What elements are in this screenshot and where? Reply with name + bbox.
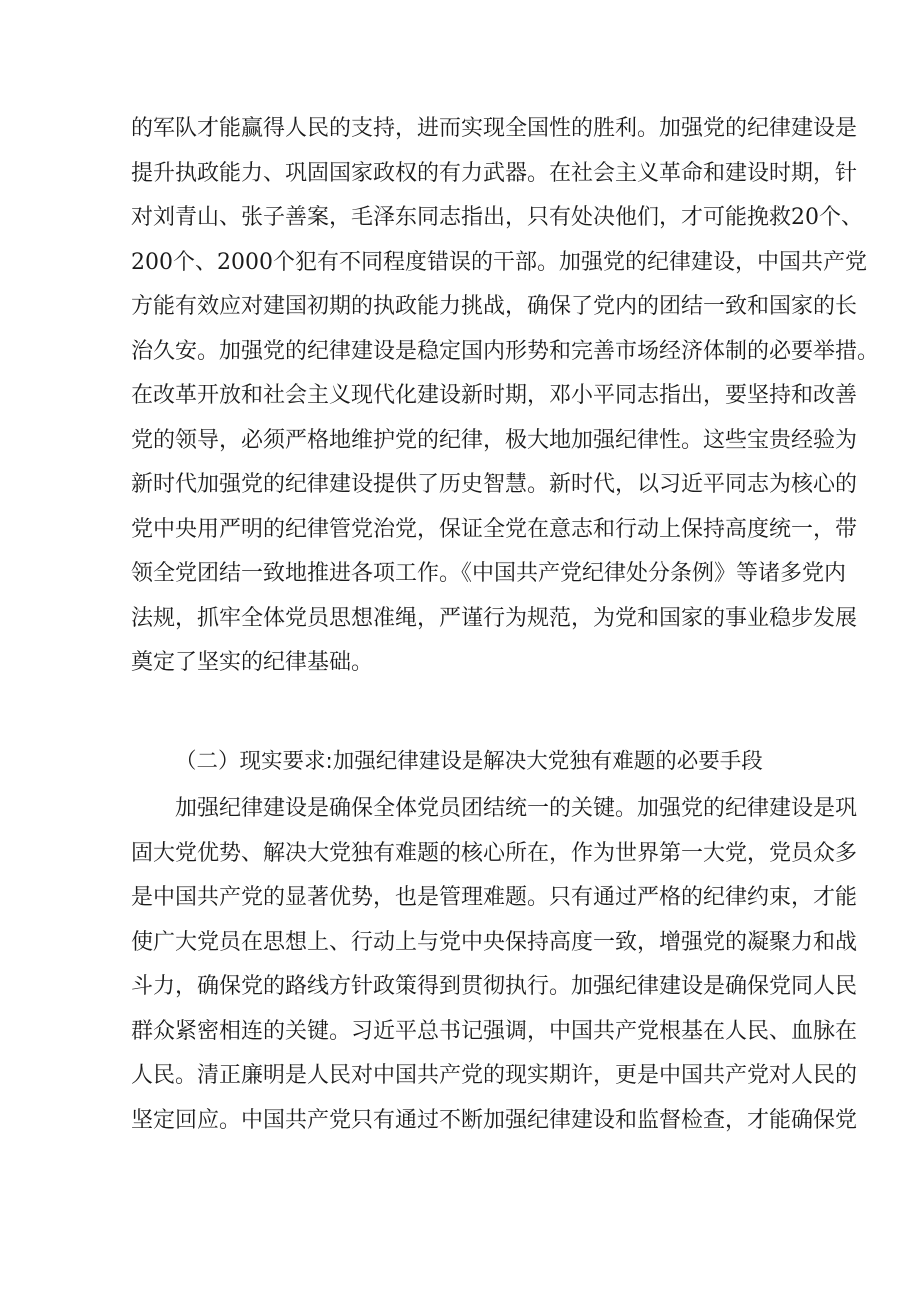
text-line: 提升执政能力、巩固国家政权的有力武器。在社会主义革命和建设时期，针 <box>131 160 858 186</box>
text-line: 治久安。加强党的纪律建设是稳定国内形势和完善市场经济体制的必要举措。 <box>131 338 880 364</box>
text-line: 使广大党员在思想上、行动上与党中央保持高度一致，增强党的凝聚力和战 <box>131 929 858 955</box>
text-line: 人民。清正廉明是人民对中国共产党的现实期许，更是中国共产党对人民的 <box>131 1063 858 1088</box>
text-line: 加强纪律建设是确保全体党员团结统一的关键。加强党的纪律建设是巩 <box>175 796 858 821</box>
text-line: 奠定了坚实的纪律基础。 <box>131 650 374 675</box>
text-line: 方能有效应对建国初期的执政能力挑战，确保了党内的团结一致和国家的长 <box>131 294 858 319</box>
text-line: 固大党优势、解决大党独有难题的核心所在，作为世界第一大党，党员众多 <box>131 840 858 866</box>
paragraph-practical-requirement <box>131 787 858 1143</box>
text-line: 法规，抓牢全体党员思想准绳，严谨行为规范，为党和国家的事业稳步发展 <box>131 605 858 631</box>
text-line: 群众紧密相连的关键。习近平总书记强调，中国共产党根基在人民、血脉在 <box>131 1018 858 1044</box>
paragraph-historical-experience <box>131 107 880 686</box>
text-line: 200个、2000个犯有不同程度错误的干部。加强党的纪律建设，中国共产党 <box>131 249 867 275</box>
text-line: 对刘青山、张子善案，毛泽东同志指出，只有处决他们，才可能挽救20个、 <box>131 205 863 230</box>
text-line: 的军队才能赢得人民的支持，进而实现全国性的胜利。加强党的纪律建设是 <box>131 116 858 141</box>
text-line: 是中国共产党的显著优势，也是管理难题。只有通过严格的纪律约束，才能 <box>131 885 858 910</box>
text-line: 党中央用严明的纪律管党治党，保证全党在意志和行动上保持高度统一，带 <box>131 516 858 542</box>
text-line: 坚定回应。中国共产党只有通过不断加强纪律建设和监督检查，才能确保党 <box>131 1107 858 1133</box>
text-line: 新时代加强党的纪律建设提供了历史智慧。新时代，以习近平同志为核心的 <box>131 472 858 497</box>
text-line: 斗力，确保党的路线方针政策得到贯彻执行。加强纪律建设是确保党同人民 <box>131 974 858 999</box>
text-line: 领全党团结一致地推进各项工作。《中国共产党纪律处分条例》等诸多党内 <box>131 561 847 586</box>
section-heading: （二）现实要求:加强纪律建设是解决大党独有难题的必要手段 <box>175 749 763 774</box>
text-line: 在改革开放和社会主义现代化建设新时期，邓小平同志指出，要坚持和改善 <box>131 383 858 408</box>
text-line: 党的领导，必须严格地维护党的纪律，极大地加强纪律性。这些宝贵经验为 <box>131 427 858 453</box>
